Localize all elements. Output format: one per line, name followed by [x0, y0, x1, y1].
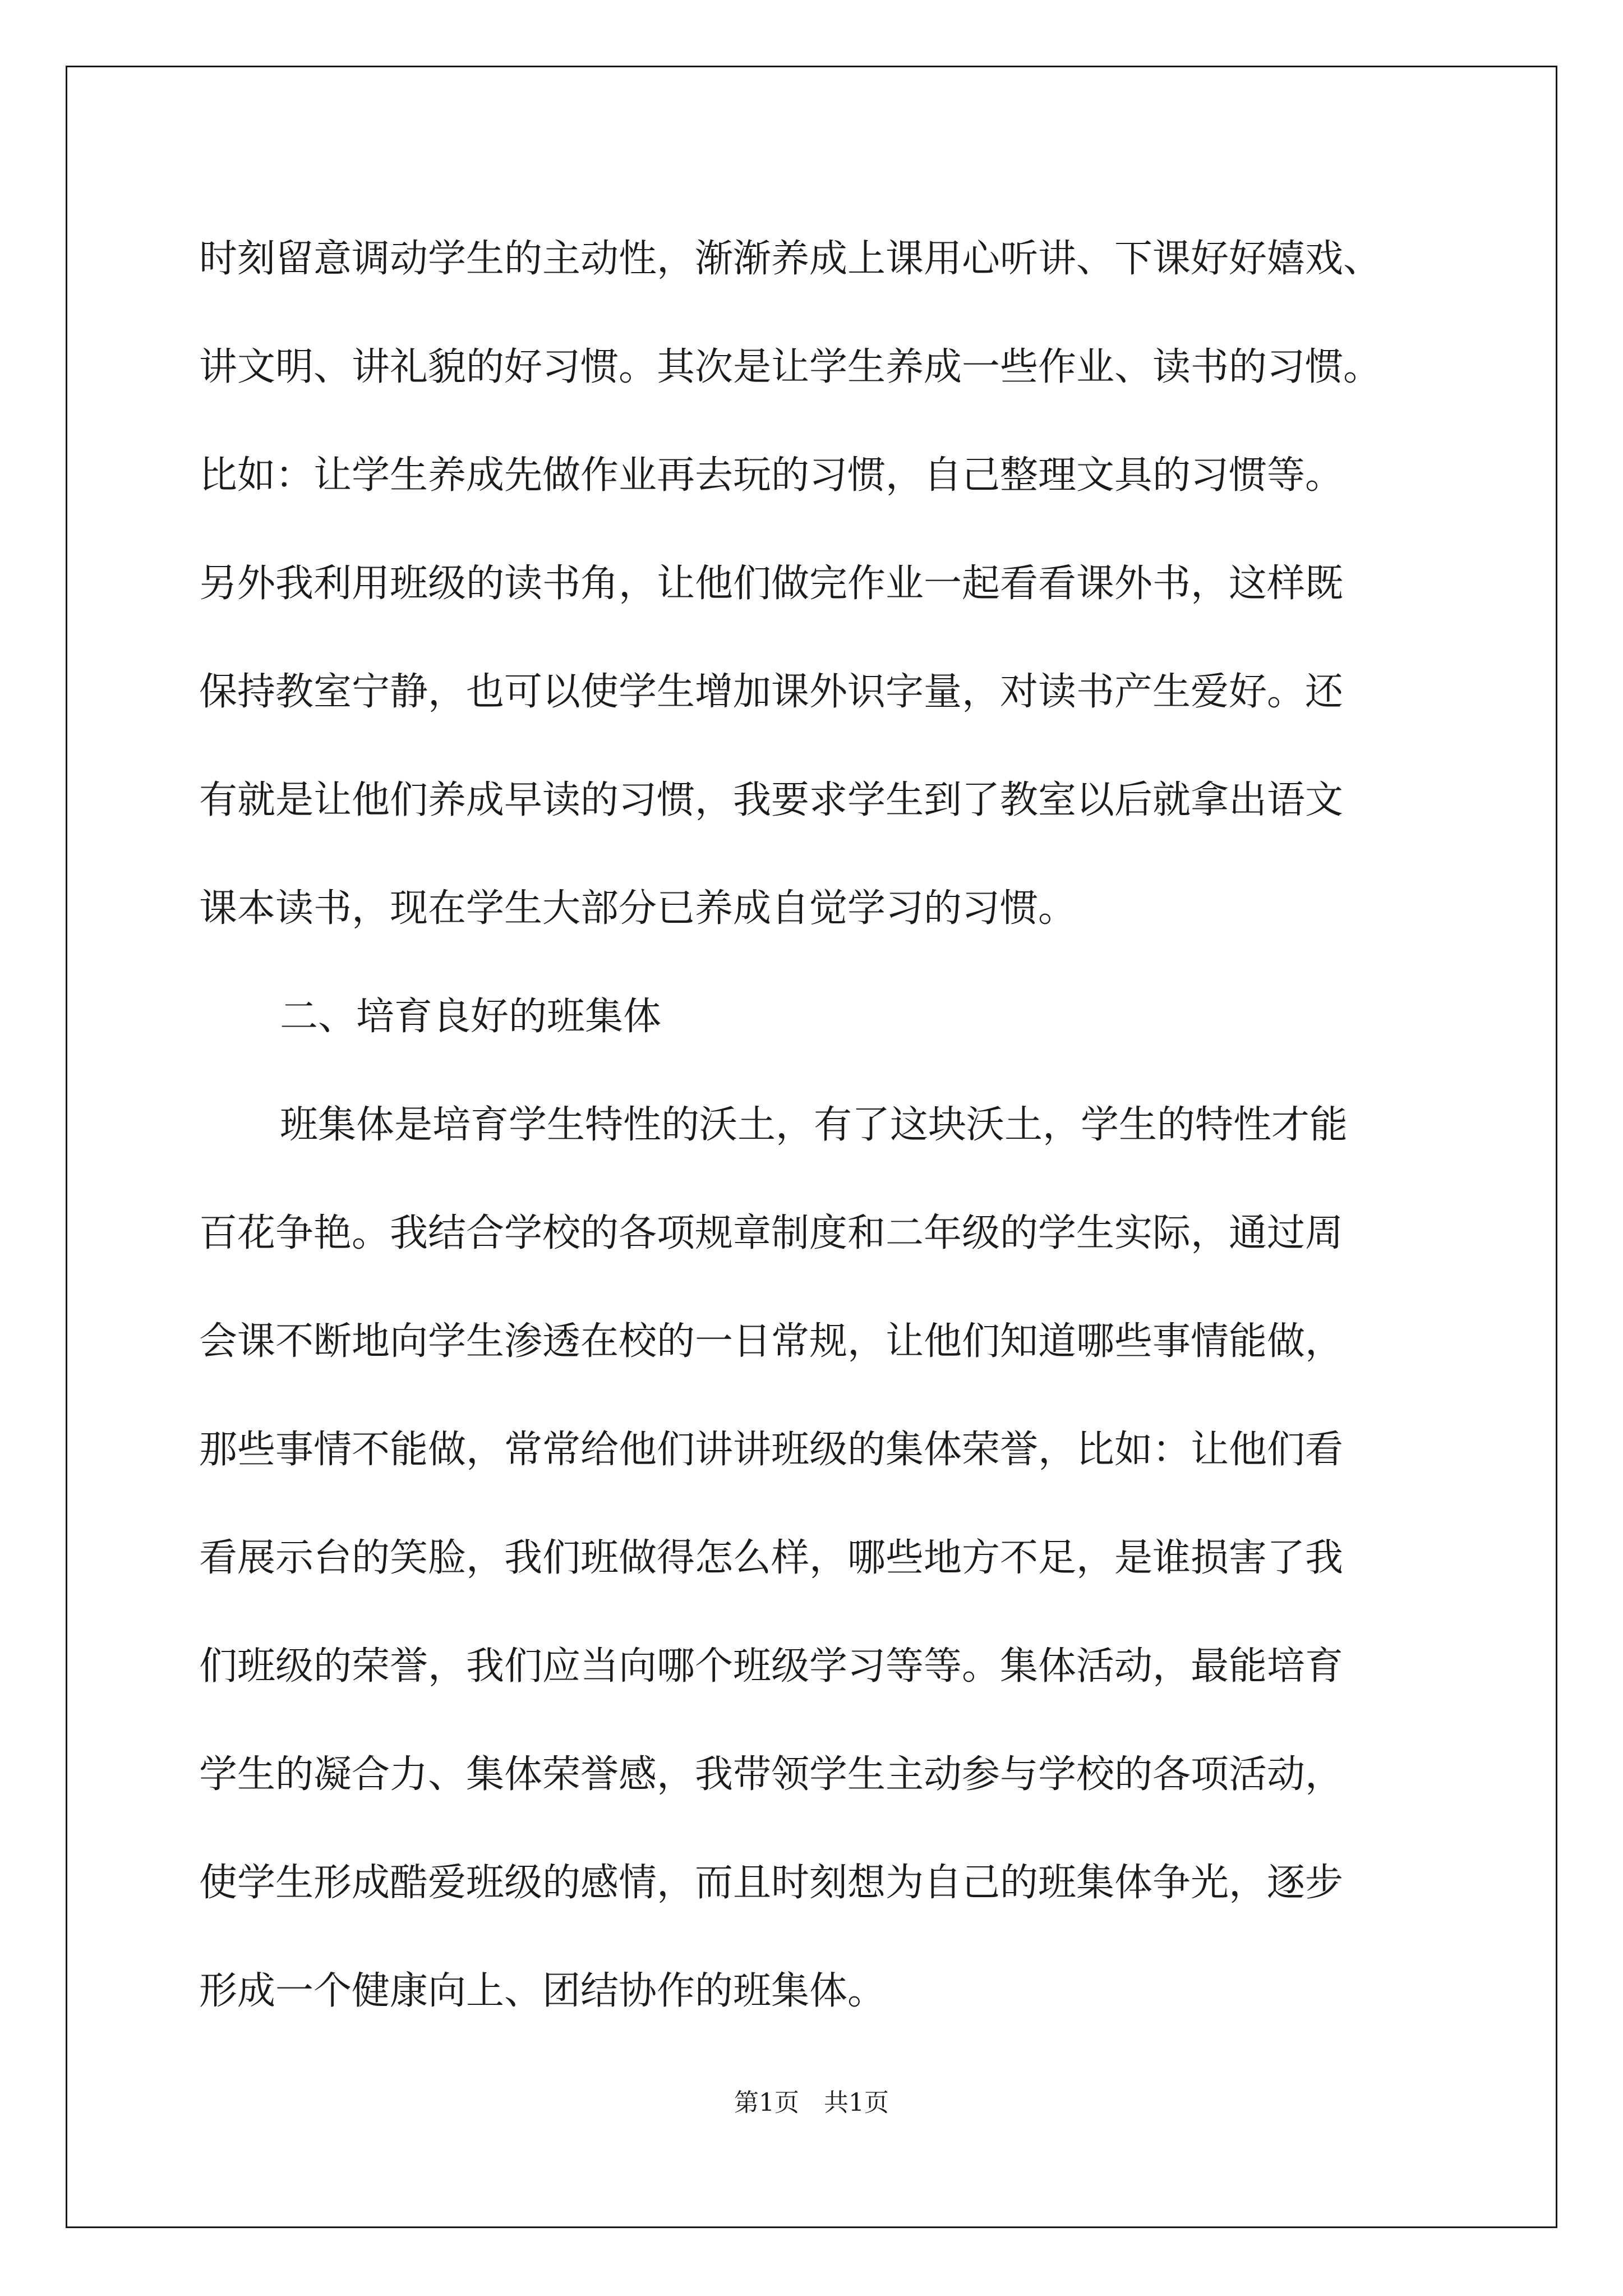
text-line: 有就是让他们养成早读的习惯，我要求学生到了教室以后就拿出语文: [199, 778, 1344, 822]
text-line: 时刻留意调动学生的主动性，渐渐养成上课用心听讲、下课好好嬉戏、: [199, 237, 1382, 281]
text-line: 另外我利用班级的读书角，让他们做完作业一起看看课外书，这样既: [199, 562, 1344, 606]
text-line: 班集体是培育学生特性的沃土，有了这块沃土，学生的特性才能: [280, 1103, 1348, 1147]
text-line: 们班级的荣誉，我们应当向哪个班级学习等等。集体活动，最能培育: [199, 1644, 1344, 1688]
text-line: 形成一个健康向上、团结协作的班集体。: [199, 1969, 886, 2013]
text-line: 讲文明、讲礼貌的好习惯。其次是让学生养成一些作业、读书的习惯。: [199, 345, 1382, 389]
text-line: 使学生形成酷爱班级的感情，而且时刻想为自己的班集体争光，逐步: [199, 1861, 1344, 1905]
page-number-footer: 第1页 共1页: [734, 2088, 889, 2117]
text-line: 保持教室宁静，也可以使学生增加课外识字量，对读书产生爱好。还: [199, 670, 1344, 714]
text-line: 看展示台的笑脸，我们班做得怎么样，哪些地方不足，是谁损害了我: [199, 1536, 1344, 1580]
text-line: 课本读书，现在学生大部分已养成自觉学习的习惯。: [199, 886, 1077, 931]
text-line: 百花争艳。我结合学校的各项规章制度和二年级的学生实际，通过周: [199, 1211, 1344, 1255]
text-line: 那些事情不能做，常常给他们讲讲班级的集体荣誉，比如：让他们看: [199, 1428, 1344, 1472]
text-line: 比如：让学生养成先做作业再去玩的习惯，自己整理文具的习惯等。: [199, 453, 1344, 498]
text-line: 学生的凝合力、集体荣誉感，我带领学生主动参与学校的各项活动，: [199, 1752, 1344, 1797]
text-line: 会课不断地向学生渗透在校的一日常规，让他们知道哪些事情能做，: [199, 1319, 1344, 1364]
document-body: [199, 205, 1433, 2045]
section-heading: 二、培育良好的班集体: [280, 995, 662, 1039]
